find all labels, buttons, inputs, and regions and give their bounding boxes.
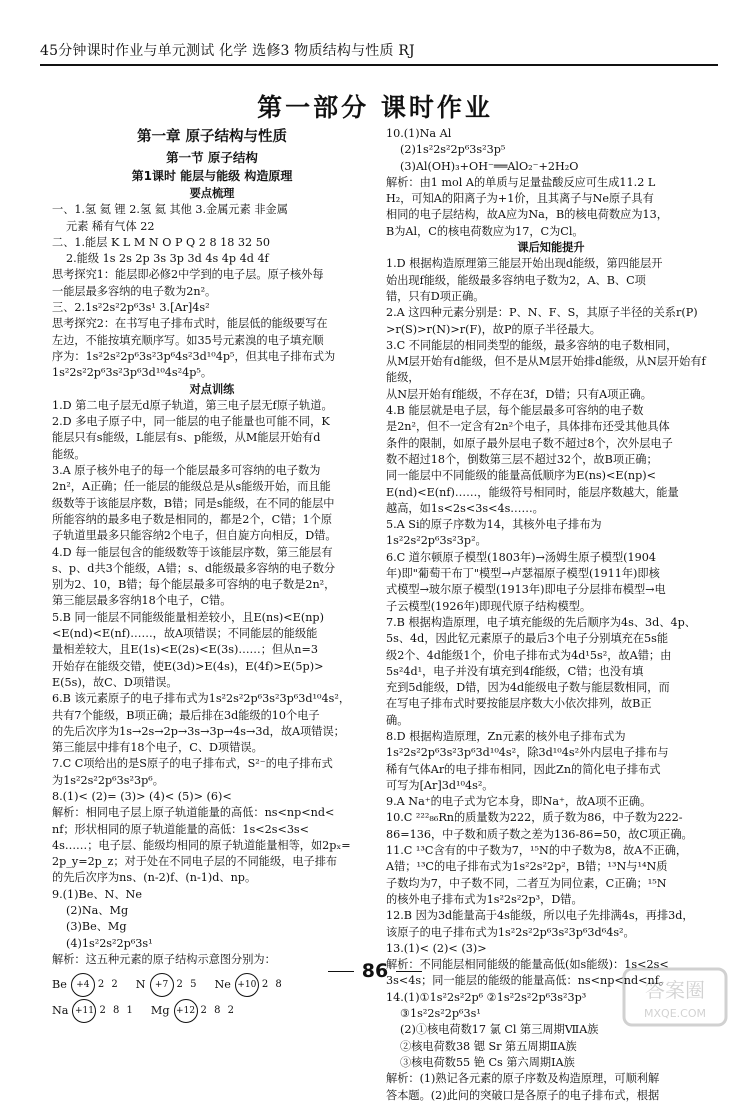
left-text-line: 4s……；电子层、能级均相同的原子轨道能量相等，如2pₓ=: [52, 838, 351, 852]
right-text-line: 从N层开始有f能级，不存在3f，D错；只有A项正确。: [386, 387, 652, 401]
right-text-line: 1s²2s²2p⁶3s²3p²。: [386, 534, 487, 548]
nucleus-circle: +10: [235, 973, 259, 997]
left-text-line: 要点梳理: [189, 187, 235, 200]
left-column: [52, 126, 372, 1028]
left-text-line: 能层只有s能级，L能层有s、p能级，从M能层开始有d: [52, 431, 321, 445]
right-text-line: 可写为[Ar]3d¹⁰4s²。: [386, 778, 494, 792]
left-text-line: 共有7个能级，B项正确；最后排在3d能级的10个电子: [52, 708, 320, 722]
left-text-line: nf；形状相同的原子轨道能量的高低：1s<2s<3s<: [52, 822, 310, 836]
right-text-line: 14.(1)①1s²2s²2p⁶ ②1s²2s²2p⁶3s²3p³: [386, 990, 587, 1004]
right-text-line: 5s、4d，因此钇元素原子的最后3个电子分别填充在5s能: [386, 632, 669, 646]
left-lines: [52, 126, 372, 968]
left-text-line: 序为：1s²2s²2p⁶3s²3p⁶4s²3d¹⁰4p⁵，但其电子排布式为: [52, 349, 336, 363]
left-text-line: 4.D 每一能层包含的能级数等于该能层序数，第三能层有: [52, 545, 333, 559]
right-text-line: H₂，可知A的阳离子为+1价，且其离子与Ne原子具有: [386, 192, 654, 206]
right-text-line: B为Al，C的核电荷数应为17，C为Cl。: [386, 224, 584, 238]
part-title: 第一部分 课时作业: [257, 93, 493, 122]
left-text-line: 第一节 原子结构: [166, 150, 258, 165]
left-text-line: 解析：这五种元素的原子结构示意图分别为：: [52, 952, 276, 966]
left-text-line: 第三能层最多容纳18个电子，C错。: [52, 594, 232, 608]
left-text-line: 的先后次序为1s→2s→2p→3s→3p→4s→3d，故A项错误；: [52, 724, 345, 738]
right-text-line: 答本题。(2)此问的突破口是各原子的电子排布式，根据: [386, 1088, 660, 1102]
right-text-line: 解析：(1)熟记各元素的原子序数及构造原理，可顺利解: [386, 1072, 660, 1086]
right-text-line: 式模型→玻尔原子模型(1913年)即电子分层排布模型→电: [386, 583, 666, 597]
right-text-line: ③核电荷数55 铯 Cs 第六周期ⅠA族: [400, 1055, 575, 1069]
right-text-line: 充到5d能级，D错，因为4d能级电子数与能层数相同，而: [386, 681, 670, 695]
right-text-line: >r(S)>r(N)>r(F)，故P的原子半径最大。: [386, 322, 601, 336]
right-text-line: 4.B 能层就是电子层，每个能层最多可容纳的电子数: [386, 404, 644, 418]
electron-shells: 2 8 1: [99, 1005, 135, 1017]
right-text-line: 3s<4s；同一能层的能级的能量高低：ns<np<nd<nf。: [386, 974, 671, 988]
left-text-line: 5.B 同一能层不同能级能量相差较小，且E(ns)<E(np): [52, 610, 324, 624]
left-text-line: 第三能层中排有18个电子，C、D项错误。: [52, 741, 263, 755]
atom-symbol: Ne: [214, 978, 231, 992]
left-text-line: 的先后次序为ns、(n-2)f、(n-1)d、np。: [52, 871, 257, 885]
left-text-line: 2p_y=2p_z；对于处在不同电子层的不同能级，电子排布: [52, 855, 338, 869]
right-text-line: 在写电子排布式时要按能层序数大小依次排列，故B正: [386, 697, 652, 711]
left-text-line: 9.(1)Be、N、Ne: [52, 887, 142, 901]
right-text-line: 10.(1)Na Al: [386, 127, 452, 140]
right-text-line: A错；¹³C的电子排布式为1s²2s²2p²，B错；¹³N与¹⁴N质: [386, 860, 668, 874]
right-text-line: 年)即"葡萄干布丁"模型→卢瑟福原子模型(1911年)即核: [386, 567, 660, 581]
left-text-line: 1s²2s²2p⁶3s²3p⁶3d¹⁰4s²4p⁵。: [52, 366, 213, 380]
left-text-line: 2n²，A正确；任一能层的能级总是从s能级开始，而且能: [52, 480, 331, 494]
atom-symbol: N: [135, 978, 146, 992]
left-text-line: 左边，不能按填充顺序写。如35号元素溴的电子填充顺: [52, 333, 324, 347]
nucleus-circle: +7: [150, 973, 174, 997]
electron-shells: 2 5: [176, 979, 199, 991]
right-text-line: 确。: [386, 713, 409, 727]
right-text-line: 1s²2s²2p⁶3s²3p⁶3d¹⁰4s²，除3d¹⁰4s²外内层电子排布与: [386, 746, 669, 760]
right-text-line: 条件的限制，如原子最外层电子数不超过8个，次外层电子: [386, 436, 673, 450]
left-text-line: (3)Be、Mg: [66, 920, 127, 934]
left-text-line: 1.D 第二电子层无d原子轨道，第三电子层无f原子轨道。: [52, 398, 333, 412]
header-rule: [40, 64, 718, 66]
right-text-line: 该原子的电子排布式为1s²2s²2p⁶3s²3p⁶3d⁶4s²。: [386, 925, 635, 939]
left-text-line: <E(nd)<E(nf)……，故A项错误；不同能层的能级能: [52, 627, 318, 641]
left-text-line: 一能层最多容纳的电子数为2n²。: [52, 284, 217, 298]
right-text-line: 数不超过18个，倒数第三层不超过32个，故B项正确；: [386, 452, 658, 466]
svg-text:MXQE.COM: MXQE.COM: [644, 1007, 706, 1020]
electron-shells: 2 8: [261, 979, 284, 991]
left-text-line: 量相差较大，且E(1s)<E(2s)<E(3s)……；但从n=3: [52, 643, 318, 657]
left-text-line: 子轨道里最多只能容纳2个电子，但自旋方向相反，D错。: [52, 529, 337, 543]
right-text-line: 子云模型(1926年)即现代原子结构模型。: [386, 599, 592, 613]
left-text-line: 二、1.能层 K L M N O P Q 2 8 18 32 50: [52, 235, 270, 249]
page-header: 45分钟课时作业与单元测试 化学 选修3 物质结构与性质 RJ: [40, 43, 415, 59]
right-text-line: 11.C ¹³C含有的中子数为7，¹⁵N的中子数为8，故A不正确，: [386, 844, 688, 858]
right-text-line: (2)1s²2s²2p⁶3s²3p⁵: [400, 143, 506, 157]
right-text-line: 解析：由1 mol A的单质与足量盐酸反应可生成11.2 L: [386, 175, 656, 189]
left-text-line: 思考探究2：在书写电子排布式时，能层低的能级要写在: [52, 317, 328, 331]
left-text-line: E(5s)，故C、D项错误。: [52, 675, 178, 689]
left-text-line: 级数等于该能层序数，B错；同是s能级，在不同的能层中: [52, 496, 335, 510]
left-text-line: s、p、d共3个能级，A错；s、d能级最多容纳的电子数分: [52, 561, 336, 575]
right-lines: [386, 126, 716, 1104]
left-text-line: 解析：相同电子层上原子轨道能量的高低：ns<np<nd<: [52, 806, 335, 820]
right-text-line: 2.A 这四种元素分别是：P、N、F、S，其原子半径的关系r(P): [386, 306, 698, 320]
right-text-line: 同一能层中不同能级的能量高低顺序为E(ns)<E(np)<: [386, 469, 657, 483]
left-text-line: 元素 稀有气体 22: [66, 219, 155, 233]
right-text-line: E(nd)<E(nf)……，能级符号相同时，能层序数越大，能量: [386, 485, 679, 499]
right-text-line: ③1s²2s²2p⁶3s¹: [400, 1007, 481, 1021]
left-text-line: 对点训练: [189, 382, 235, 396]
right-text-line: 7.B 根据构造原理，电子填充能级的先后顺序为4s、3d、4p、: [386, 615, 696, 629]
right-text-line: 越高，如1s<2s<3s<4s……。: [386, 501, 544, 515]
right-text-line: 始出现f能级，能级最多容纳电子数为2，A、B、C项: [386, 273, 646, 287]
right-text-line: 解析：不同能层相同能级的能量高低(如s能级)：1s<2s<: [386, 958, 669, 972]
left-text-line: 2.能级 1s 2s 2p 3s 3p 3d 4s 4p 4d 4f: [66, 252, 269, 266]
nucleus-circle: +4: [71, 973, 95, 997]
svg-text:答案圈: 答案圈: [645, 978, 705, 1002]
right-column: [386, 126, 716, 1104]
right-text-line: 相同的电子层结构，故A应为Na，B的核电荷数应为13，: [386, 208, 668, 222]
left-text-line: 3.A 原子核外电子的每一个能层最多可容纳的电子数为: [52, 464, 321, 478]
right-text-line: 稀有气体Ar的电子排布相同，因此Zn的简化电子排布式: [386, 762, 661, 776]
right-text-line: 86=136，中子数和质子数之差为136-86=50，故C项正确。: [386, 827, 693, 841]
left-text-line: 第一章 原子结构与性质: [136, 129, 288, 145]
atom-diagram: [52, 998, 135, 1024]
page-number-dash-right: [396, 971, 422, 972]
right-text-line: 是2n²，但不一定含有2n²个电子，具体排布还受其他具体: [386, 420, 670, 434]
left-text-line: (2)Na、Mg: [66, 904, 129, 918]
right-text-line: 级2个、4d能级1个，价电子排布式为4d¹5s²，故A错；由: [386, 648, 672, 662]
left-text-line: 能级。: [52, 447, 86, 461]
right-text-line: 5.A Si的原子序数为14，其核外电子排布为: [386, 518, 602, 532]
left-text-line: 6.B 该元素原子的电子排布式为1s²2s²2p⁶3s²3p⁶3d¹⁰4s²，: [52, 692, 351, 706]
electron-shells: 2 8 2: [200, 1005, 236, 1017]
electron-shells: 2 2: [97, 979, 120, 991]
right-text-line: 子数均为7，中子数不同，二者互为同位素，C正确；¹⁵N: [386, 876, 667, 890]
right-text-line: ②核电荷数38 锶 Sr 第五周期ⅡA族: [400, 1039, 577, 1053]
atom-diagram: [151, 998, 236, 1024]
watermark-logo: [620, 965, 730, 1029]
page-number-text: 86: [361, 960, 389, 982]
left-text-line: 所能容纳的最多电子数是相同的，都是2个，C错；1个原: [52, 512, 333, 526]
right-text-line: 6.C 道尔顿原子模型(1803年)→汤姆生原子模型(1904: [386, 550, 657, 564]
right-text-line: 5s²4d¹，电子并没有填充到4f能级，C错；也没有填: [386, 664, 644, 678]
atom-symbol: Mg: [150, 1004, 170, 1018]
left-text-line: 开始存在能级交错，使E(3d)>E(4s)，E(4f)>E(5p)>: [52, 659, 324, 673]
right-text-line: 10.C ²²²₈₆Rn的质量数为222，质子数为86，中子数为222-: [386, 811, 683, 825]
left-text-line: 8.(1)< (2)= (3)> (4)< (5)> (6)<: [52, 789, 232, 803]
right-text-line: 12.B 因为3d能量高于4s能级，所以电子先排满4s，再排3d，: [386, 909, 694, 923]
page-number-dash-left: [328, 971, 354, 972]
atom-symbol: Na: [52, 1004, 69, 1018]
left-text-line: 三、2.1s²2s²2p⁶3s¹ 3.[Ar]4s²: [52, 301, 210, 315]
right-text-line: (2)①核电荷数17 氯 Cl 第三周期ⅦA族: [400, 1023, 599, 1037]
right-text-line: 从M层开始有d能级，但不是从M层开始排d能级，从N层开始有f能级，: [386, 355, 706, 385]
left-text-line: 一、1.氢 氦 锂 2.氢 氦 其他 3.金属元素 非金属: [52, 203, 288, 217]
right-text-line: 的核外电子排布式为1s²2s²2p³，D错。: [386, 892, 583, 906]
nucleus-circle: +11: [72, 999, 96, 1023]
right-text-line: 8.D 根据构造原理，Zn元素的核外电子排布式为: [386, 729, 626, 743]
left-text-line: 别为2、10，B错；每个能层最多可容纳的电子数是2n²，: [52, 578, 336, 592]
left-text-line: (4)1s²2s²2p⁶3s¹: [66, 936, 153, 950]
right-text-line: 13.(1)< (2)< (3)>: [386, 941, 487, 955]
atom-symbol: Be: [52, 978, 67, 992]
left-text-line: 7.C C项给出的是S原子的电子排布式，S²⁻的电子排布式: [52, 757, 333, 771]
right-text-line: 课后知能提升: [517, 241, 585, 255]
left-text-line: 思考探究1：能层即必修2中学到的电子层。原子核外每: [52, 268, 324, 282]
right-text-line: 1.D 根据构造原理第三能层开始出现d能级，第四能层开: [386, 257, 663, 271]
right-text-line: 9.A Na⁺的电子式为它本身，即Na⁺，故A项不正确。: [386, 795, 652, 809]
right-text-line: 3.C 不同能层的相同类型的能级，最多容纳的电子数相同，: [386, 338, 678, 352]
left-text-line: 第1课时 能层与能级 构造原理: [131, 169, 293, 183]
right-text-line: 错，只有D项正确。: [386, 289, 485, 303]
nucleus-circle: +12: [174, 999, 198, 1023]
right-text-line: (3)Al(OH)₃+OH⁻══AlO₂⁻+2H₂O: [400, 159, 579, 173]
left-text-line: 2.D 多电子原子中，同一能层的电子能量也可能不同，K: [52, 415, 330, 429]
left-text-line: 为1s²2s²2p⁶3s²3p⁶。: [52, 773, 164, 787]
